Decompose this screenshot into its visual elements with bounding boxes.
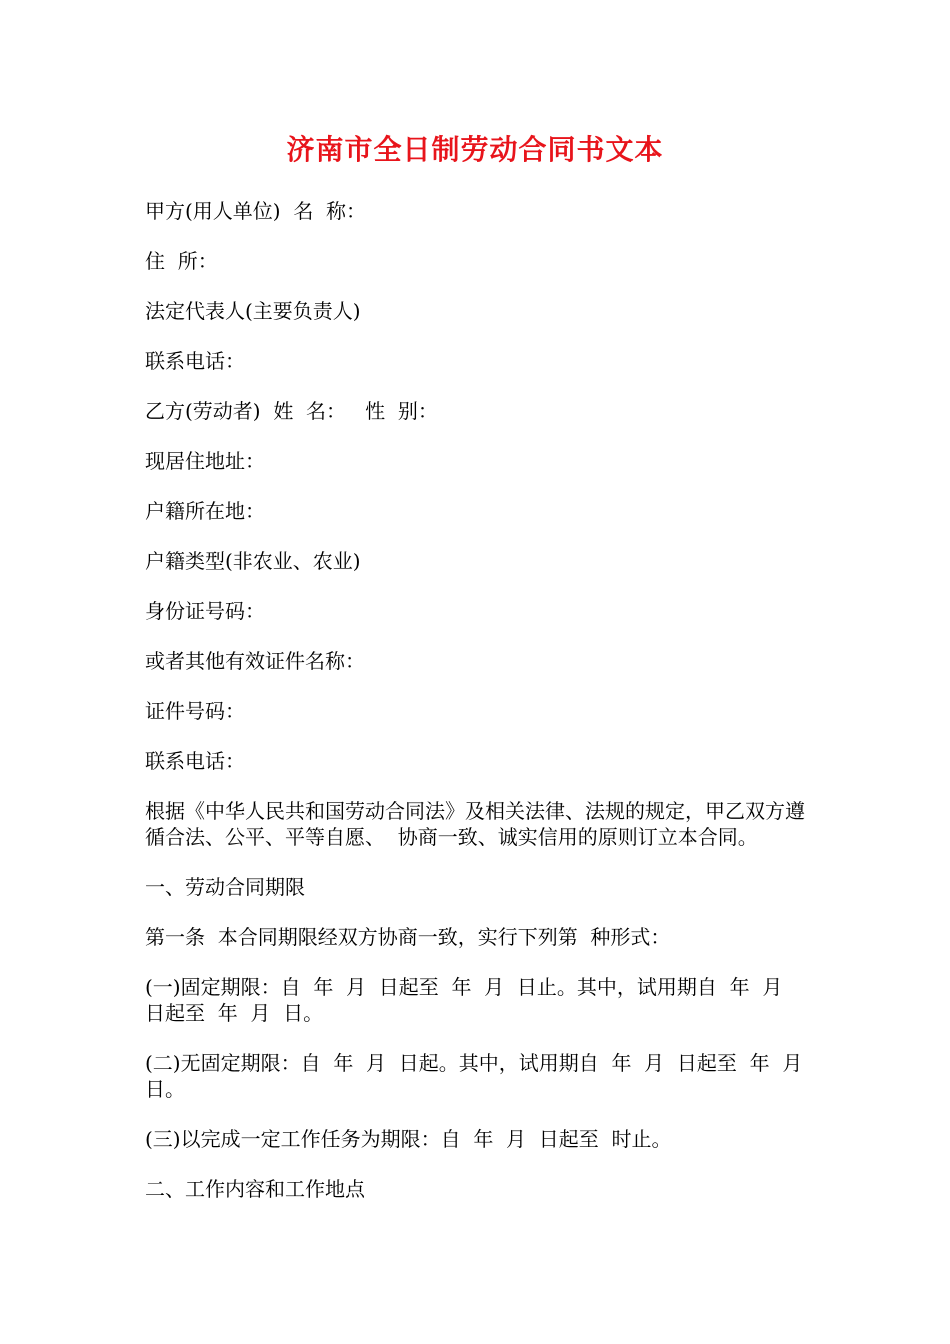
party-a-phone-line: 联系电话： — [145, 349, 245, 373]
party-b-id-number-line: 身份证号码： — [145, 599, 265, 623]
party-a-name-line: 甲方(用人单位) 名 称： — [145, 199, 367, 223]
party-a-representative-line: 法定代表人(主要负责人) — [145, 299, 361, 323]
party-b-household-type-line: 户籍类型(非农业、农业) — [145, 549, 361, 573]
preamble-paragraph: 根据《中华人民共和国劳动合同法》及相关法律、法规的规定，甲乙双方遵循合法、公平、平等自愿、 协商一致、诚实信用的原则订立本合同。 — [145, 799, 805, 849]
party-b-address-line: 现居住地址： — [145, 449, 265, 473]
document-title: 济南市全日制劳动合同书文本 — [286, 133, 664, 166]
document-body — [145, 198, 816, 1226]
party-b-other-id-name-line: 或者其他有效证件名称： — [145, 649, 365, 673]
term-option-task-based: (三)以完成一定工作任务为期限：自 年 月 日起至 时止。 — [145, 1127, 672, 1151]
section-heading-term: 一、劳动合同期限 — [145, 875, 305, 899]
party-a-address-line: 住 所： — [145, 249, 218, 273]
party-b-phone-line: 联系电话： — [145, 749, 245, 773]
party-b-household-location-line: 户籍所在地： — [145, 499, 265, 523]
term-option-open-ended: (二)无固定期限：自 年 月 日起。其中，试用期自 年 月 日起至 年 月 日。 — [145, 1051, 816, 1101]
party-b-id-doc-number-line: 证件号码： — [145, 699, 245, 723]
party-b-name-gender-line: 乙方(劳动者) 姓 名： 性 别： — [145, 399, 438, 423]
section-heading-work: 二、工作内容和工作地点 — [145, 1177, 365, 1201]
article-one: 第一条 本合同期限经双方协商一致，实行下列第 种形式： — [145, 925, 671, 949]
term-option-fixed: (一)固定期限：自 年 月 日起至 年 月 日止。其中，试用期自 年 月 日起至 年 月 日。 — [145, 975, 796, 1025]
